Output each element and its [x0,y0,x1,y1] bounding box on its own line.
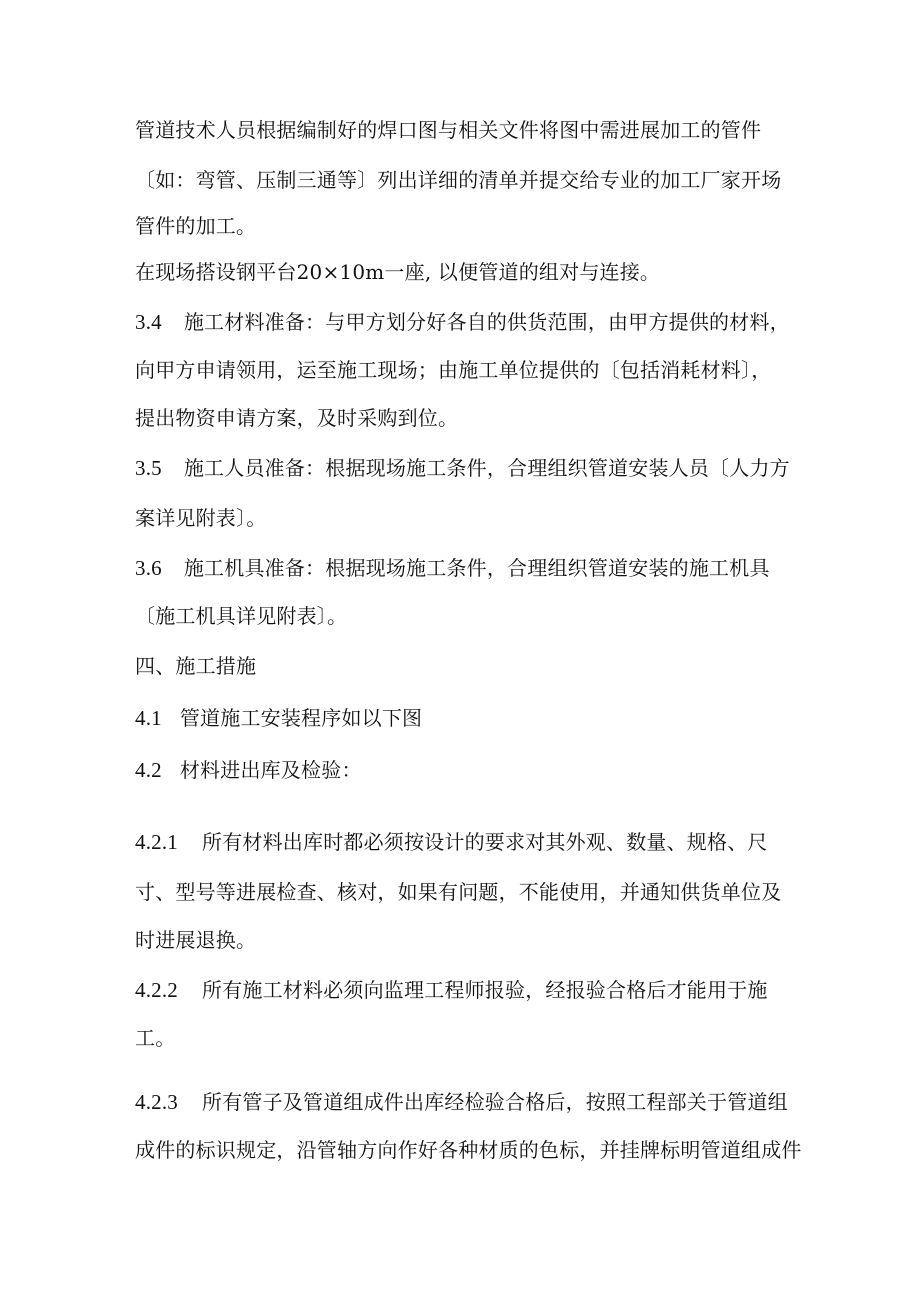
text-line [135,506,266,530]
section-number: 3.5 [135,456,162,480]
text-line [135,260,660,284]
section-number: 3.4 [135,310,162,334]
text-line [135,168,781,192]
section-number: 4.1 [135,706,162,730]
line-text: 所有材料出库时都必须按设计的要求对其外观、数量、规格、尺 [202,830,768,854]
text-line [135,604,347,628]
section-number: 4.2.2 [135,978,178,1002]
line-text: 材料进出库及检验： [179,758,362,782]
line-text: 管件的加工。 [135,214,257,238]
line-text: 管道施工安装程序如以下图 [179,706,423,730]
line-text: 〔施工机具详见附表〕。 [135,604,348,628]
text-line [135,928,256,952]
section-3-6 [135,556,770,580]
line-text: 时进展退换。 [135,928,257,952]
line-text: 施工机具准备：根据现场施工条件，合理组织管道安装的施工机具 [183,556,770,580]
line-text: 工。 [135,1026,176,1050]
section-number: 4.2 [135,758,162,782]
section-4-2 [135,758,362,782]
section-4-2-2 [135,978,768,1002]
text-line [135,880,781,904]
text-line [135,1138,802,1162]
section-number: 3.6 [135,556,162,580]
text-line [135,1026,175,1050]
text-line [135,406,458,430]
line-text: 成件的标识规定，沿管轴方向作好各种材质的色标，并挂牌标明管道组成件 [135,1138,802,1162]
line-text: 管道技术人员根据编制好的焊口图与相关文件将图中需进展加工的管件 [135,118,762,142]
line-text: 寸、型号等进展检查、核对，如果有问题，不能使用，并通知供货单位及 [135,880,782,904]
line-text: 〔如：弯管、压制三通等〕列出详细的清单并提交给专业的加工厂家开场 [135,168,782,192]
text-line [135,358,771,382]
section-4-2-1 [135,830,768,854]
section-4-1 [135,706,422,730]
line-text: 所有施工材料必须向监理工程师报验，经报验合格后才能用于施 [202,978,768,1002]
section-heading-4 [135,654,256,678]
section-number: 4.2.1 [135,830,178,854]
section-number: 4.2.3 [135,1090,178,1114]
line-text: 案详见附表〕。 [135,506,267,530]
line-text: 提出物资申请方案，及时采购到位。 [135,406,459,430]
section-4-2-3 [135,1090,788,1114]
line-text: 向甲方申请领用，运至施工现场；由施工单位提供的〔包括消耗材料〕， [135,358,772,382]
heading-text: 四、施工措施 [135,654,257,678]
line-text: 在现场搭设钢平台20×10m一座, 以便管道的组对与连接。 [135,260,661,284]
line-text: 施工材料准备：与甲方划分好各自的供货范围，由甲方提供的材料， [183,310,790,334]
text-line [135,214,256,238]
line-text: 施工人员准备：根据现场施工条件，合理组织管道安装人员〔人力方 [183,456,790,480]
line-text: 所有管子及管道组成件出库经检验合格后，按照工程部关于管道组 [202,1090,788,1114]
section-3-5 [135,456,790,480]
section-3-4 [135,310,790,334]
text-line [135,118,761,142]
